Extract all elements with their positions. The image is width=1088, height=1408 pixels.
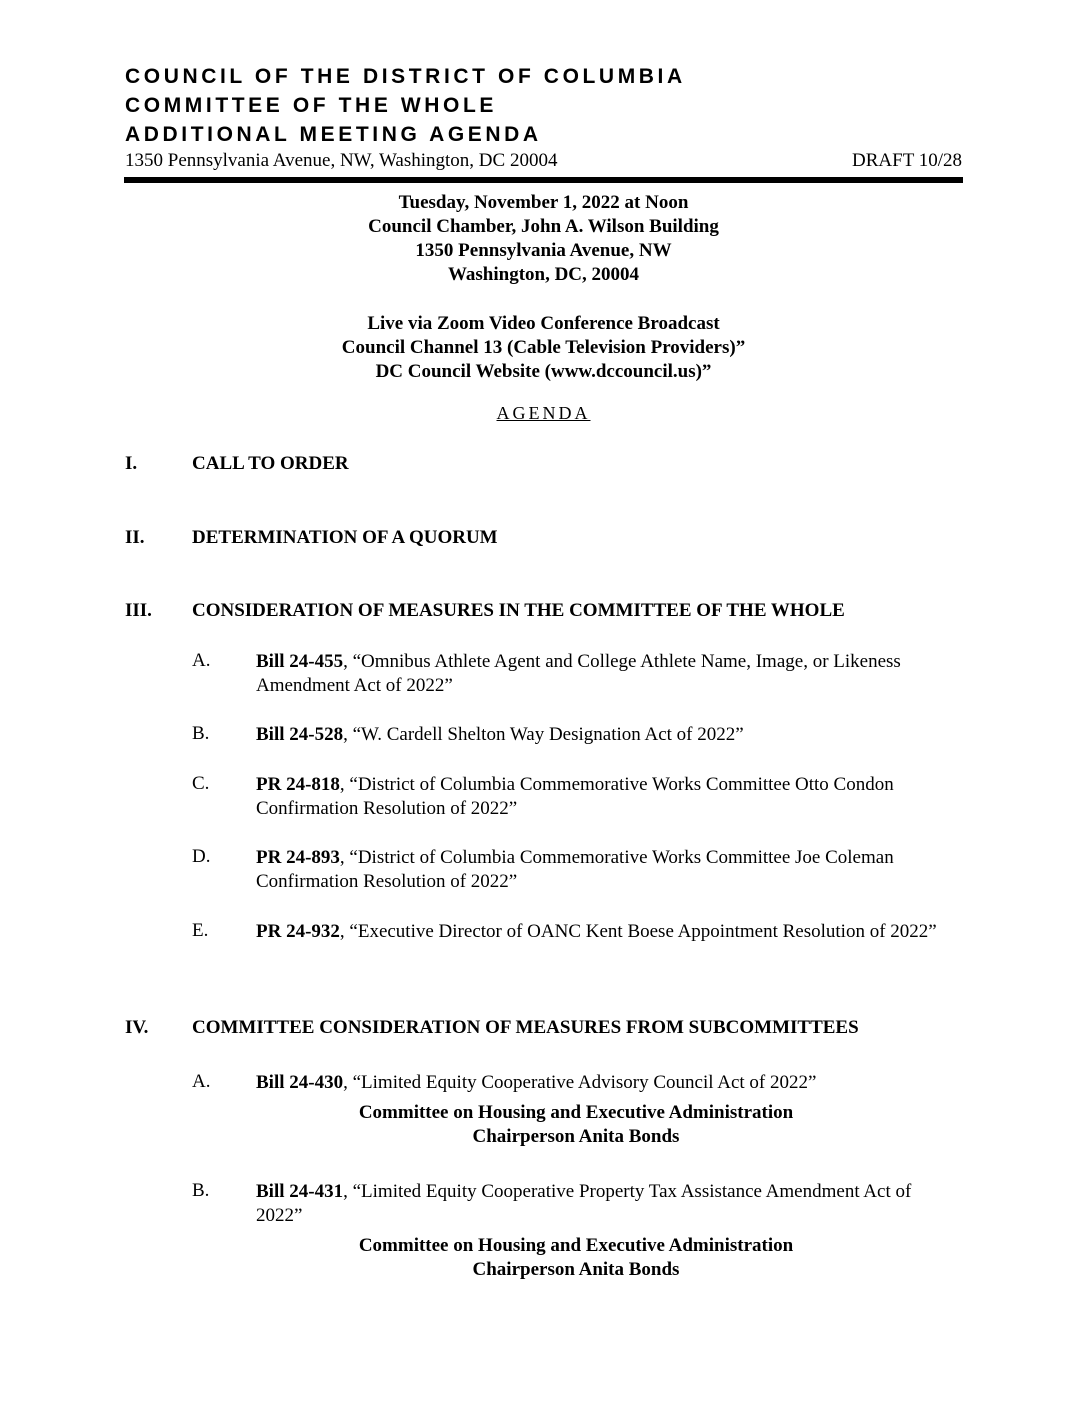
bill-number: Bill 24-528 [256,724,344,745]
bill-number: Bill 24-431 [256,1181,344,1202]
meeting-location-line-2: 1350 Pennsylvania Avenue, NW [415,240,672,261]
header-title-line-1: COUNCIL OF THE DISTRICT OF COLUMBIA [125,65,686,88]
section-title: DETERMINATION OF A QUORUM [192,527,498,548]
section-number: III. [125,600,152,621]
meeting-location-line-3: Washington, DC, 20004 [447,264,640,285]
section-title: CALL TO ORDER [192,453,349,474]
committee-name: Committee on Housing and Executive Administration [358,1235,794,1256]
bill-number: Bill 24-455 [256,651,344,672]
agenda-item [256,650,956,698]
item-letter: E. [192,920,209,941]
header-address: 1350 Pennsylvania Avenue, NW, Washington, DC 20004 [125,150,558,171]
bill-number: PR 24-893 [256,847,340,868]
agenda-heading [124,403,963,424]
bill-number: Bill 24-430 [256,1072,344,1093]
item-letter: A. [192,650,211,671]
committee-chair: Chairperson Anita Bonds [472,1126,680,1147]
bill-title: , “District of Columbia Commemorative Works Committee Otto Condon Confirmation Resolution of 2022” [256,774,894,819]
bill-title: , “Omnibus Athlete Agent and College Athlete Name, Image, or Likeness Amendment Act of 2022” [256,651,901,696]
committee-chair: Chairperson Anita Bonds [472,1259,680,1280]
section-number: II. [125,527,145,548]
broadcast-line-2: Council Channel 13 (Cable Television Providers)” [341,337,746,358]
header-title-line-2: COMMITTEE OF THE WHOLE [125,94,498,117]
committee-name: Committee on Housing and Executive Administration [358,1102,794,1123]
meeting-date: Tuesday, November 1, 2022 at Noon [398,192,689,213]
section-number: I. [125,453,138,474]
bill-number: PR 24-932 [256,921,340,942]
agenda-item [256,723,956,747]
bill-title: , “District of Columbia Commemorative Works Committee Joe Coleman Confirmation Resolution of 2022” [256,847,894,892]
section-title: CONSIDERATION OF MEASURES IN THE COMMITTEE OF THE WHOLE [192,600,845,621]
agenda-item [256,1180,956,1228]
section-title: COMMITTEE CONSIDERATION OF MEASURES FROM SUBCOMMITTEES [192,1017,859,1038]
header-rule [124,177,963,183]
section-number: IV. [125,1017,149,1038]
bill-number: PR 24-818 [256,774,340,795]
broadcast-line-1: Live via Zoom Video Conference Broadcast [367,313,720,334]
item-letter: B. [192,723,210,744]
agenda-item [256,773,956,821]
bill-title: , “Limited Equity Cooperative Property Tax Assistance Amendment Act of 2022” [256,1181,912,1226]
agenda-heading-text: AGENDA [496,403,591,423]
broadcast-line-3: DC Council Website (www.dccouncil.us)” [375,361,712,382]
header-title-line-3: ADDITIONAL MEETING AGENDA [125,123,542,146]
item-letter: D. [192,846,211,867]
meeting-location-line-1: Council Chamber, John A. Wilson Building [368,216,719,237]
agenda-item [256,1071,956,1095]
agenda-item [256,846,956,894]
bill-title: , “W. Cardell Shelton Way Designation Act of 2022” [343,724,744,745]
bill-title: , “Limited Equity Cooperative Advisory Council Act of 2022” [343,1072,817,1093]
item-letter: A. [192,1071,211,1092]
item-letter: B. [192,1180,210,1201]
agenda-item [256,920,956,944]
bill-title: , “Executive Director of OANC Kent Boese Appointment Resolution of 2022” [339,921,937,942]
item-letter: C. [192,773,210,794]
draft-label: DRAFT 10/28 [852,150,962,171]
